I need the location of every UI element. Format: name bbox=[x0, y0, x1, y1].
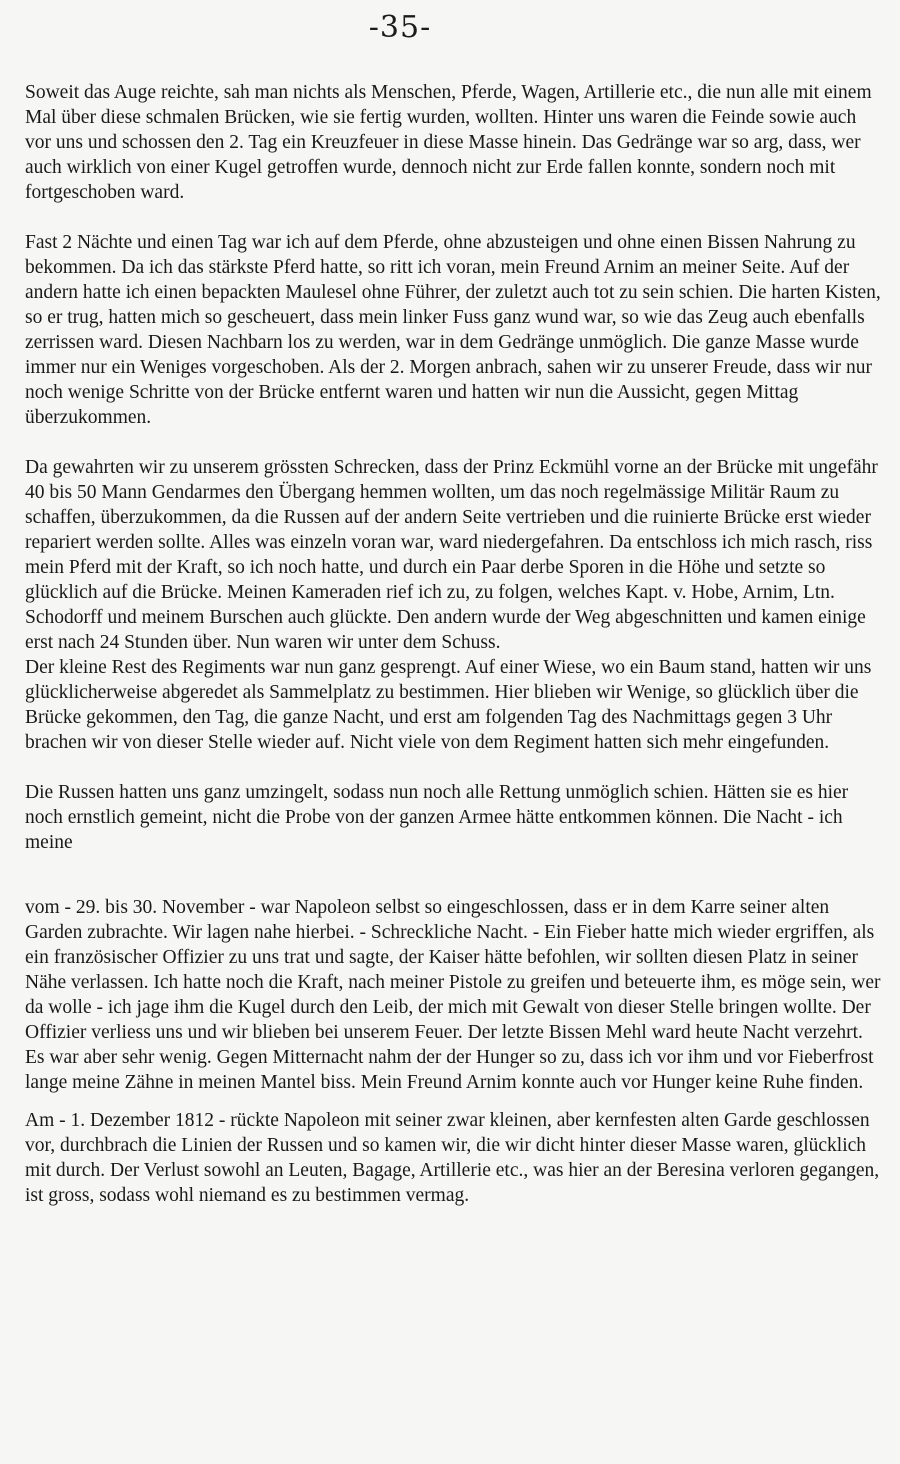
paragraph-7: Am - 1. Dezember 1812 - rückte Napoleon mit seiner zwar kleinen, aber kernfesten alten Garde geschlossen vor, durchbrach die Linien der Russen und so kamen wir, die wir dicht hinter dieser Masse waren, glücklich mit durch. Der Verlust sowohl an Leuten, Bagage, Artillerie etc., was hier an der Beresina verloren gegangen, ist gross, sodass wohl niemand es zu bestimmen vermag. bbox=[25, 1110, 880, 1206]
paragraph-2: Fast 2 Nächte und einen Tag war ich auf dem Pferde, ohne abzusteigen und ohne einen Bissen Nahrung zu bekommen. Da ich das stärkste Pferd hatte, so ritt ich voran, mein Freund Arnim an meiner Seite. Auf der andern hatte ich einen bepackten Maulesel ohne Führer, der zuletzt auch tot zu sein schien. Die harten Kisten, so er trug, hatten mich so gescheuert, dass mein linker Fuss ganz wund war, so wie das Zeug auch ebenfalls zerrissen ward. Diesen Nachbarn los zu werden, war in dem Gedränge unmöglich. Die ganze Masse wurde immer nur ein Weniges vorgeschoben. Als der 2. Morgen anbrach, sahen wir zu unserer Freude, dass wir nur noch wenige Schritte von der Brücke entfernt waren und hatten wir nun die Aussicht, gegen Mittag überzukommen. bbox=[25, 232, 881, 428]
paragraph-1: Soweit das Auge reichte, sah man nichts als Menschen, Pferde, Wagen, Artillerie etc., die nun alle mit einem Mal über diese schmalen Brücken, wie sie fertig wurden, wollten. Hinter uns waren die Feinde sowie auch vor uns und schossen den 2. Tag ein Kreuzfeuer in diese Masse hinein. Das Gedränge war so arg, dass, wer auch wirklich von einer Kugel getroffen wurde, dennoch nicht zur Erde fallen konnte, sondern noch mit fortgeschoben ward. bbox=[25, 82, 872, 203]
paragraph-6: vom - 29. bis 30. November - war Napoleon selbst so eingeschlossen, dass er in dem Karre seiner alten Garden zubrachte. Wir lagen nahe hierbei. - Schreckliche Nacht. - Ein Fieber hatte mich wieder ergriffen, als ein französischer Offizier zu uns trat und sagte, der Kaiser hätte befohlen, wir sollten diesen Platz in seiner Nähe verlassen. Ich hatte noch die Kraft, nach meiner Pistole zu greifen und beteuerte ihm, es möge sein, wer da wolle - ich jage ihm die Kugel durch den Leib, der mich mit Gewalt von dieser Stelle bringen wollte. Der Offizier verliess uns und wir blieben bei unserem Feuer. Der letzte Bissen Mehl ward heute Nacht verzehrt. Es war aber sehr wenig. Gegen Mitternacht nahm der der Hunger so zu, dass ich vor ihm und vor Fieberfrost lange meine Zähne in meinen Mantel biss. Mein Freund Arnim konnte auch vor Hunger keine Ruhe finden. bbox=[25, 897, 881, 1093]
body-text bbox=[25, 80, 883, 1208]
paragraph-3: Da gewahrten wir zu unserem grössten Schrecken, dass der Prinz Eckmühl vorne an der Brücke mit ungefähr 40 bis 50 Mann Gendarmes den Übergang hemmen wollten, um das noch regelmässige Militär Raum zu schaffen, überzukommen, da die Russen auf der andern Seite vertrieben und die ruinierte Brücke erst wieder repariert werden sollte. Alles was einzeln voran war, ward niedergefahren. Da entschloss ich mich rasch, riss mein Pferd mit der Kraft, so ich noch hatte, und durch ein Paar derbe Sporen in die Höhe und setzte so glücklich auf die Brücke. Meinen Kameraden rief ich zu, zu folgen, welches Kapt. v. Hobe, Arnim, Ltn. Schodorff und meinem Burschen auch glückte. Den andern wurde der Weg abgeschnitten und kamen einige erst nach 24 Stunden über. Nun waren wir unter dem Schuss. bbox=[25, 457, 878, 653]
paragraph-4: Der kleine Rest des Regiments war nun ganz gesprengt. Auf einer Wiese, wo ein Baum stand, hatten wir uns glücklicherweise abgeredet als Sammelplatz zu bestimmen. Hier blieben wir Wenige, so glücklich über die Brücke gekommen, den Tag, die ganze Nacht, und erst am folgenden Tag des Nachmittags gegen 3 Uhr brachen wir von dieser Stelle wieder auf. Nicht viele von dem Regiment hatten sich mehr eingefunden. bbox=[25, 657, 872, 753]
paragraph-5: Die Russen hatten uns ganz umzingelt, sodass nun noch alle Rettung unmöglich schien. Hätten sie es hier noch ernstlich gemeint, nicht die Probe von der ganzen Armee hätte entkommen können. Die Nacht - ich meine bbox=[25, 782, 849, 853]
page-number: -35- bbox=[368, 10, 432, 45]
